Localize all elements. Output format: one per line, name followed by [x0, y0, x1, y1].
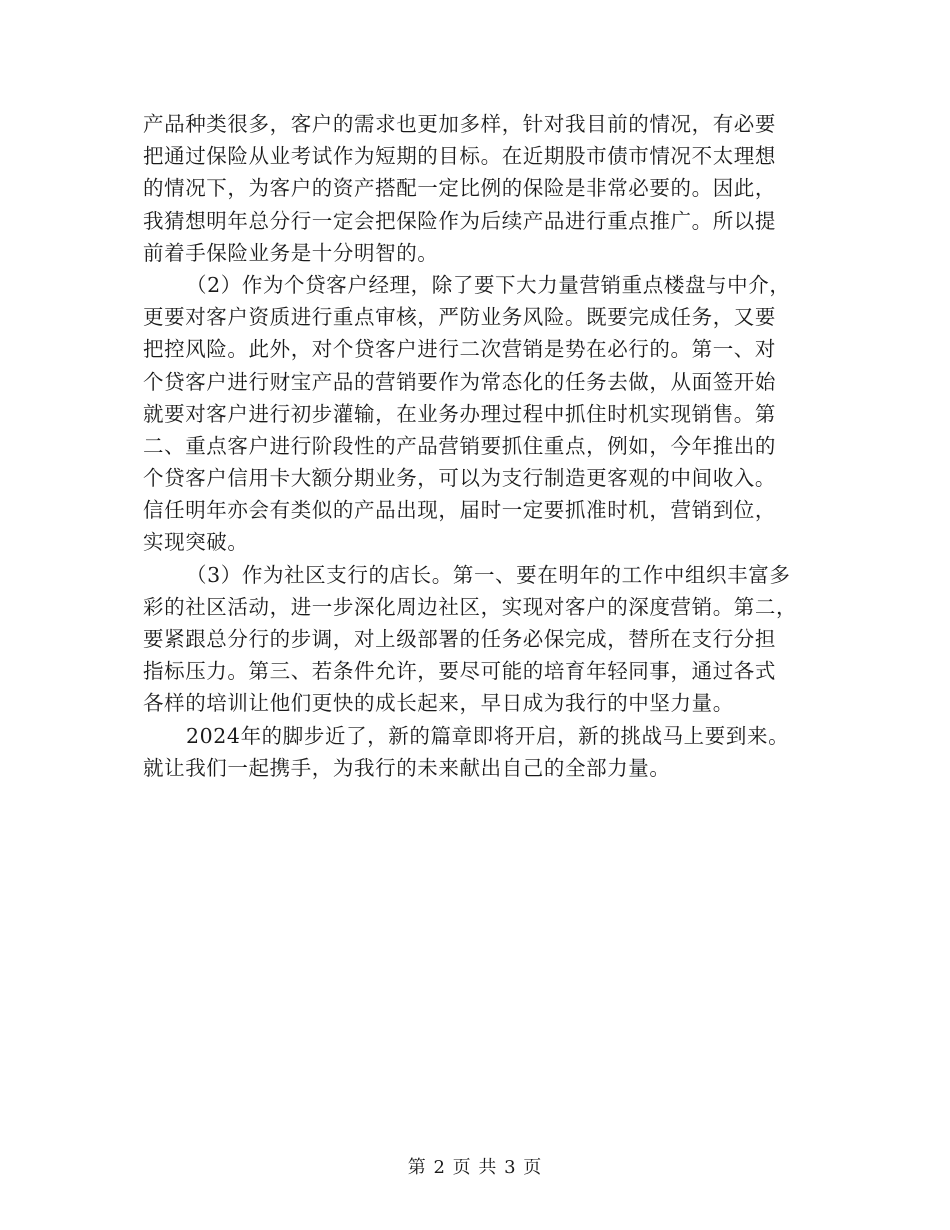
text-line: 的情况下，为客户的资产搭配一定比例的保险是非常必要的。因此，	[143, 176, 776, 201]
text-line: 把通过保险从业考试作为短期的目标。在近期股市债市情况不太理想	[143, 144, 776, 169]
text-line: 个贷客户信用卡大额分期业务，可以为支行制造更客观的中间收入。	[143, 466, 776, 491]
page-number-footer: 第 2 页 共 3 页	[407, 1157, 543, 1178]
text-line: 把控风险。此外，对个贷客户进行二次营销是势在必行的。第一、对	[143, 337, 776, 362]
paragraph-start-line: （2）作为个贷客户经理，除了要下大力量营销重点楼盘与中介，	[186, 272, 791, 297]
text-line: 就要对客户进行初步灌输，在业务办理过程中抓住时机实现销售。第	[143, 401, 776, 426]
text-line: 二、重点客户进行阶段性的产品营销要抓住重点，例如，今年推出的	[143, 433, 776, 458]
text-line: 就让我们一起携手，为我行的未来献出自己的全部力量。	[143, 755, 671, 780]
paragraph-start-line: 2024年的脚步近了，新的篇章即将开启，新的挑战马上要到来。	[186, 723, 790, 748]
text-line: 指标压力。第三、若条件允许，要尽可能的培育年轻同事，通过各式	[143, 659, 776, 684]
text-line: 产品种类很多，客户的需求也更加多样，针对我目前的情况，有必要	[143, 112, 776, 136]
text-line: 我猜想明年总分行一定会把保险作为后续产品进行重点推广。所以提	[143, 208, 776, 233]
text-line: 实现突破。	[143, 530, 249, 555]
text-line: 更要对客户资质进行重点审核，严防业务风险。既要完成任务，又要	[143, 305, 776, 330]
text-line: 彩的社区活动，进一步深化周边社区，实现对客户的深度营销。第二，	[143, 594, 798, 619]
text-line: 信任明年亦会有类似的产品出现，届时一定要抓准时机，营销到位，	[143, 498, 776, 523]
text-line: 要紧跟总分行的步调，对上级部署的任务必保完成，替所在支行分担	[143, 627, 776, 651]
text-line: 个贷客户进行财宝产品的营销要作为常态化的任务去做，从面签开始	[143, 369, 776, 394]
paragraph-start-line: （3）作为社区支行的店长。第一、要在明年的工作中组织丰富多	[186, 562, 791, 587]
document-body	[143, 108, 808, 784]
text-line: 前着手保险业务是十分明智的。	[143, 240, 439, 265]
text-line: 各样的培训让他们更快的成长起来，早日成为我行的中坚力量。	[143, 691, 734, 716]
